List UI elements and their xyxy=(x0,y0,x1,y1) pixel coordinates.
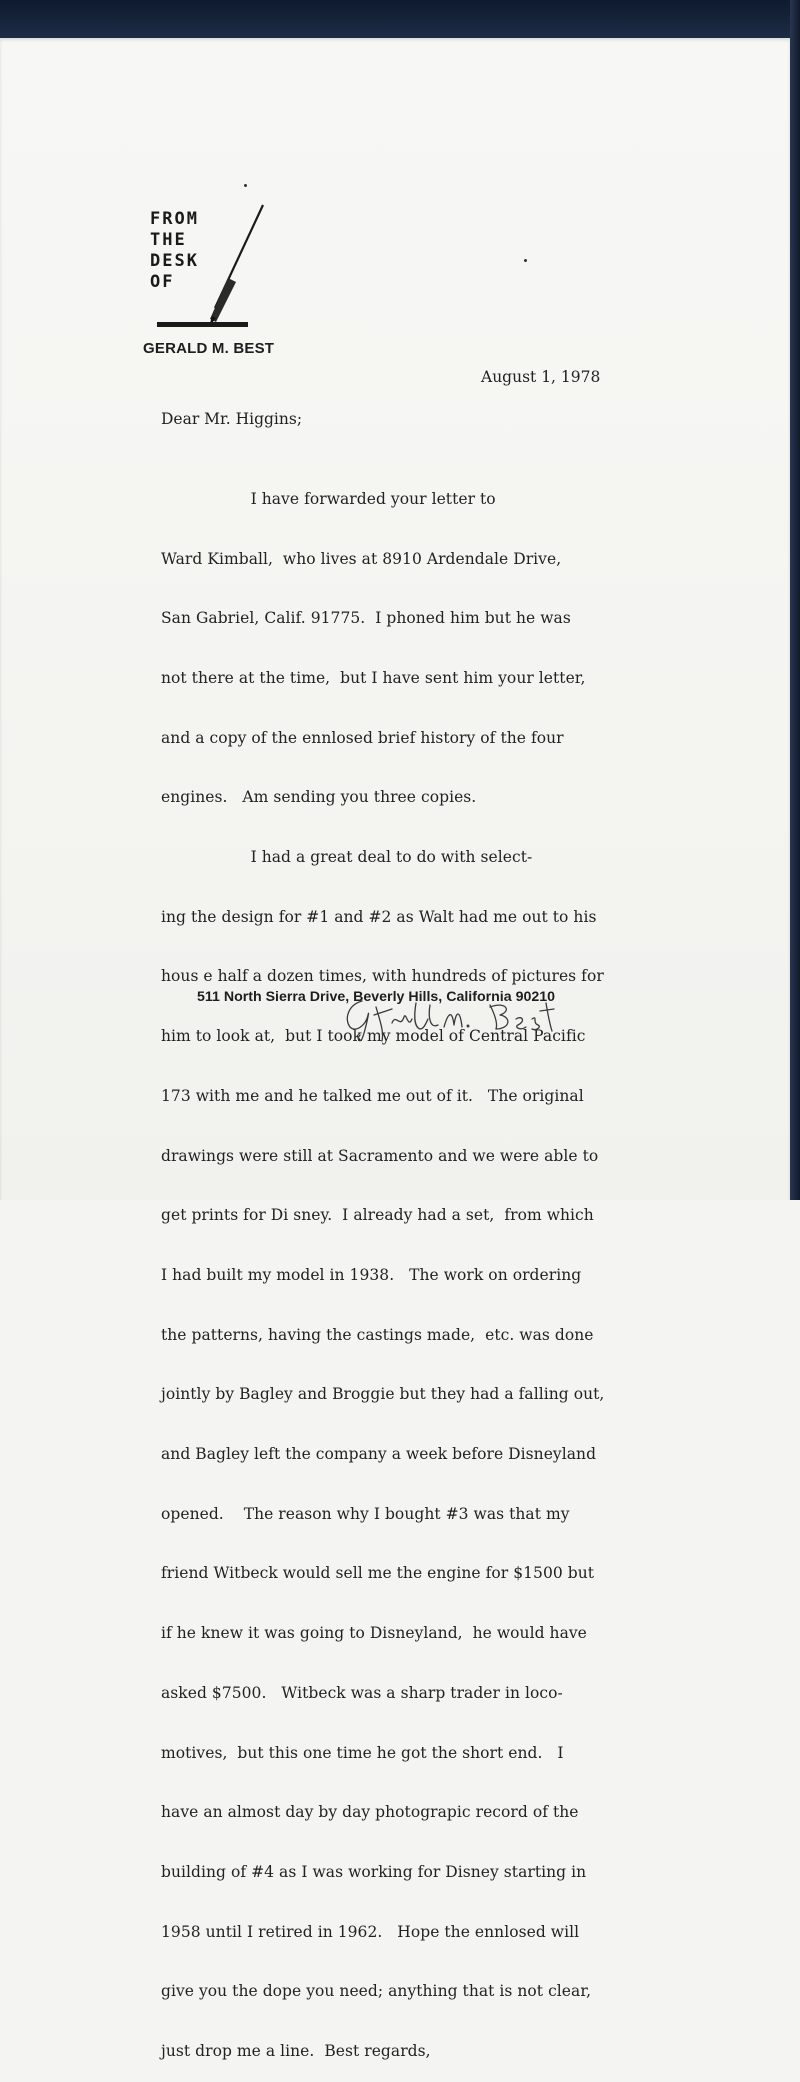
body-line: hous e half a dozen times, with hundreds of pictures for xyxy=(161,967,604,986)
body-line: I have forwarded your letter to xyxy=(161,489,496,508)
body-line: Ward Kimball, who lives at 8910 Ardendale Drive, xyxy=(161,549,562,568)
binder-frame-top xyxy=(0,0,800,38)
letterhead-address: 511 North Sierra Drive, Beverly Hills, California 90210 xyxy=(197,989,556,1005)
body-line: and a copy of the ennlosed brief history of the four xyxy=(161,728,564,747)
letter-date: August 1, 1978 xyxy=(481,368,601,386)
letterhead-line: OF xyxy=(150,272,175,292)
body-line: 1958 until I retired in 1962. Hope the ennlosed will xyxy=(161,1922,580,1941)
body-line: get prints for Di sney. I already had a set, from which xyxy=(161,1206,594,1225)
body-line: if he knew it was going to Disneyland, he would have xyxy=(161,1624,587,1643)
letterhead-line: FROM xyxy=(150,209,199,229)
body-line: him to look at, but I took my model of Central Pacific xyxy=(161,1027,586,1046)
body-line: asked $7500. Witbeck was a sharp trader in loco- xyxy=(161,1683,563,1702)
body-line: friend Witbeck would sell me the engine for $1500 but xyxy=(161,1564,595,1583)
body-line: ing the design for #1 and #2 as Walt had me out to his xyxy=(161,907,597,926)
body-line: jointly by Bagley and Broggie but they had a falling out, xyxy=(161,1385,605,1404)
body-line: and Bagley left the company a week before Disneyland xyxy=(161,1445,597,1464)
binder-frame-right xyxy=(790,0,800,1200)
body-line: give you the dope you need; anything that is not clear, xyxy=(161,1982,592,2001)
body-line: have an almost day by day photograpic record of the xyxy=(161,1803,579,1822)
body-line: motives, but this one time he got the short end. I xyxy=(161,1743,564,1762)
letterhead-line: DESK xyxy=(150,251,199,271)
paper-speck xyxy=(524,259,527,262)
paper-speck xyxy=(244,184,247,187)
body-line: not there at the time, but I have sent him your letter, xyxy=(161,668,586,687)
body-line: I had built my model in 1938. The work on ordering xyxy=(161,1265,582,1284)
body-line: 173 with me and he talked me out of it. The original xyxy=(161,1086,584,1105)
letter-salutation: Dear Mr. Higgins; xyxy=(161,410,303,428)
body-line: building of #4 as I was working for Disney starting in xyxy=(161,1862,587,1881)
body-line: the patterns, having the castings made, etc. was done xyxy=(161,1325,594,1344)
body-line: San Gabriel, Calif. 91775. I phoned him but he was xyxy=(161,609,571,628)
letterhead-name: GERALD M. BEST xyxy=(143,340,275,357)
body-line: just drop me a line. Best regards, xyxy=(161,2042,431,2061)
letter-body xyxy=(161,450,681,2082)
body-line: drawings were still at Sacramento and we were able to xyxy=(161,1146,599,1165)
handwritten-signature xyxy=(340,995,580,1045)
body-line: I had a great deal to do with select- xyxy=(161,848,533,867)
body-line: engines. Am sending you three copies. xyxy=(161,788,477,807)
letterhead-line: THE xyxy=(150,230,187,250)
body-line: opened. The reason why I bought #3 was that my xyxy=(161,1504,570,1523)
letterhead-wordmark xyxy=(150,209,199,293)
